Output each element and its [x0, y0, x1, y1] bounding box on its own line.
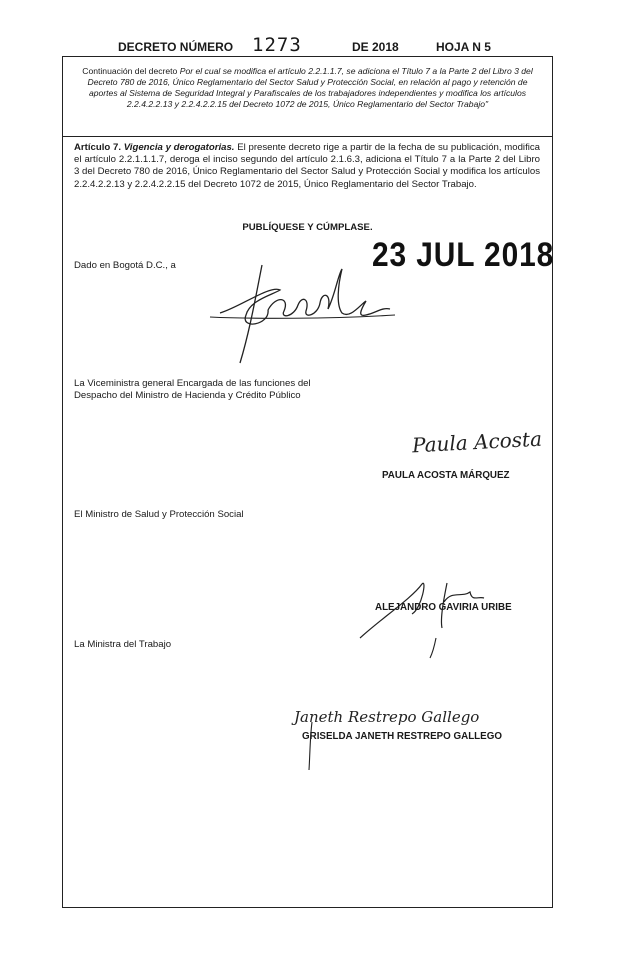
- continuation-title: Por el cual se modifica el artículo 2.2.1.1.7, se adiciona el Título 7 a la Parte 2 del Libro 3 del Decreto 780 de 2016, Único Reglamentario del Sector Salud y Protección Social, en relación al pago y retención de aportes al Sistema de Seguridad Integral y Parafiscales de los trabajadores independientes y modifica los artículos 2.2.4.2.2.13 y 2.2.4.2.2.15 del Decreto 1072 de 2015, Único Reglamentario del Sector Trabajo": [87, 66, 533, 109]
- first-signatory-name: PAULA ACOSTA MÁRQUEZ: [382, 470, 510, 481]
- article-number: Artículo 7.: [74, 142, 121, 153]
- decree-number-label: DECRETO NÚMERO: [118, 40, 234, 54]
- second-signatory-name: ALEJANDRO GAVIRIA URIBE: [375, 602, 512, 613]
- third-signatory-signature: Janeth Restrepo Gallego: [294, 708, 480, 726]
- decree-number: 1273: [252, 34, 302, 56]
- article-7: [74, 142, 540, 191]
- article-body: El presente decreto rige a partir de la fecha de su publicación, modifica el artículo 2.2.1.1.1.7, deroga el inciso segundo del artículo 2.1.6.3, adiciona el Título 7 a la Parte 2 del Libro 3 del Decreto 780 de 2016, Único Reglamentario del Sector Salud y Protección Social y modifica los artículos 2.2.4.2.2.13 y 2.2.4.2.2.15 del Decreto 1072 de 2015, Único Reglamentario del Sector Trabajo.: [74, 142, 540, 190]
- article-title: Vigencia y derogatorias.: [123, 142, 235, 153]
- decree-year: DE 2018: [352, 40, 399, 54]
- given-in: Dado en Bogotá D.C., a: [74, 260, 176, 271]
- continuation-box: [62, 56, 553, 137]
- second-signature: [352, 578, 562, 658]
- third-signatory-name: GRISELDA JANETH RESTREPO GALLEGO: [302, 731, 502, 742]
- first-signatory-role-line1: La Viceministra general Encargada de las funciones del: [74, 378, 311, 389]
- date-stamp: 23 JUL 2018: [372, 236, 555, 274]
- first-signatory-signature: Paula Acosta: [411, 426, 543, 458]
- publish-line: PUBLÍQUESE Y CÚMPLASE.: [242, 222, 373, 233]
- first-signatory-role-line2: Despacho del Ministro de Hacienda y Crédito Público: [74, 390, 301, 401]
- third-signature-stroke: [302, 722, 322, 772]
- third-signatory-role: La Ministra del Trabajo: [74, 639, 172, 650]
- continuation-lead: Continuación del decreto: [82, 66, 178, 76]
- second-signatory-role: El Ministro de Salud y Protección Social: [74, 509, 244, 520]
- page-number: HOJA N 5: [436, 40, 491, 54]
- president-signature: [210, 255, 400, 370]
- decree-header: [0, 34, 629, 56]
